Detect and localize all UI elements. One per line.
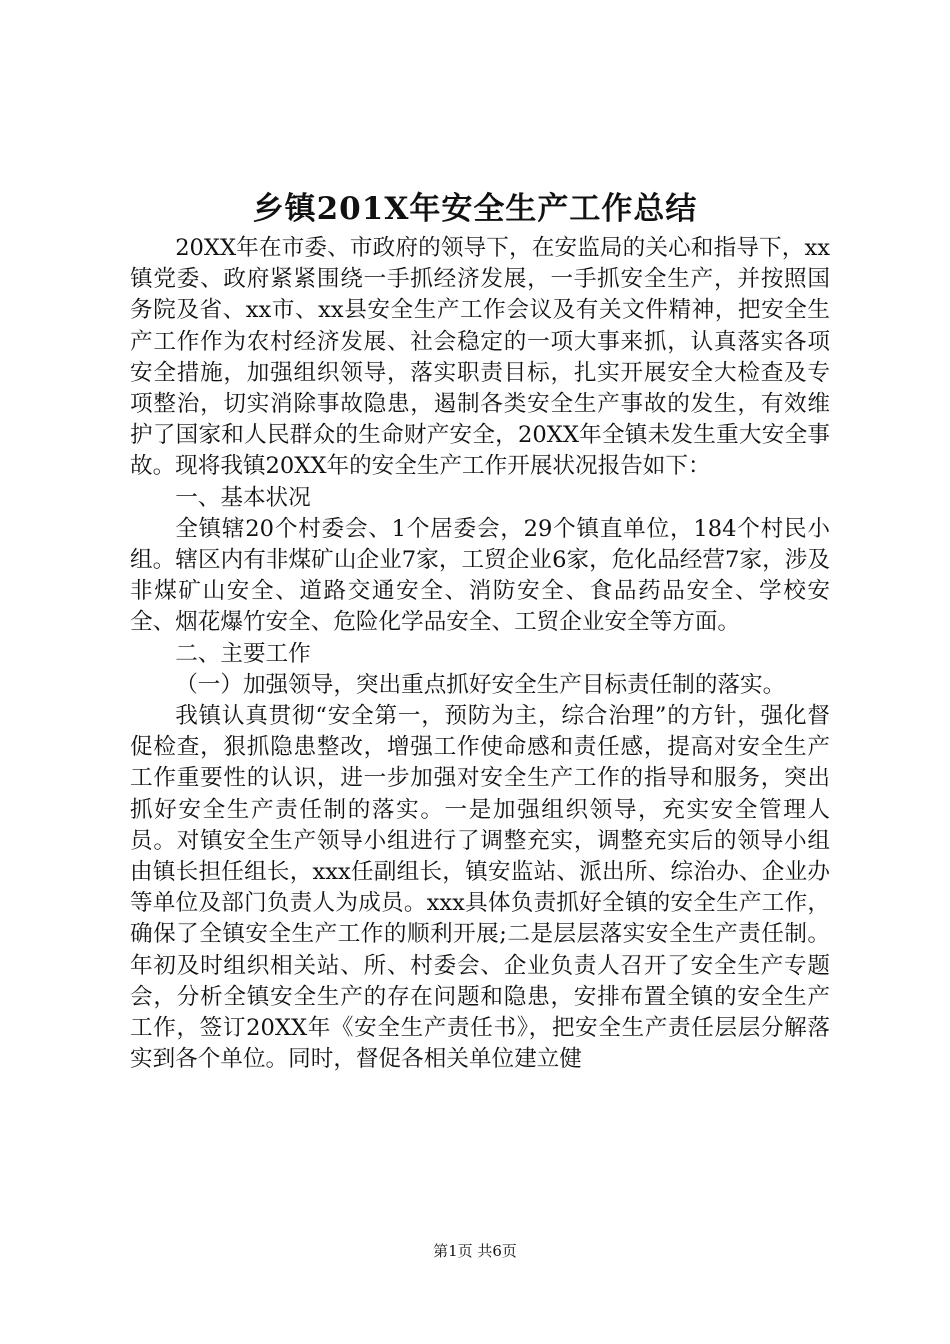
paragraph-leadership: 我镇认真贯彻“安全第一，预防为主，综合治理”的方针，强化督促检查，狠抓隐患整改，增强工作使命感和责任感，提高对安全生产工作重要性的认识，进一步加强对安全生产工作的指导和服务，突出抓好安全生产责任制的落实。一是加强组织领导，充实安全管理人员。对镇安全生产领导小组进行了调整充实，调整充实后的领导小组由镇长担任组长，xxx任副组长，镇安监站、派出所、综治办、企业办等单位及部门负责人为成员。xxx具体负责抓好全镇的安全生产工作，确保了全镇安全生产工作的顺利开展;二是层层落实安全生产责任制。年初及时组织相关站、所、村委会、企业负责人召开了安全生产专题会，分析全镇安全生产的存在问题和隐患，安排布置全镇的安全生产工作，签订20XX年《安全生产责任书》，把安全生产责任层层分解落实到各个单位。同时，督促各相关单位建立健 xyxy=(130,703,830,1073)
paragraph-intro: 20XX年在市委、市政府的领导下，在安监局的关心和指导下，xx镇党委、政府紧紧围绕一手抓经济发展，一手抓安全生产，并按照国务院及省、xx市、xx县安全生产工作会议及有关文件精神，把安全生产工作作为农村经济发展、社会稳定的一项大事来抓，认真落实各项安全措施，加强组织领导，落实职责目标，扎实开展安全大检查及专项整治，切实消除事故隐患，遏制各类安全生产事故的发生，有效维护了国家和人民群众的生命财产安全，20XX年全镇未发生重大安全事故。现将我镇20XX年的安全生产工作开展状况报告如下： xyxy=(130,235,830,480)
section-heading-main-work: 二、主要工作 xyxy=(175,640,311,667)
page-number: 第1页 共6页 xyxy=(433,1242,517,1260)
subsection-heading-leadership: （一）加强领导，突出重点抓好安全生产目标责任制的落实。 xyxy=(175,671,786,698)
section-heading-basic: 一、基本状况 xyxy=(175,484,311,511)
paragraph-basic-status: 全镇辖20个村委会、1个居委会，29个镇直单位，184个村民小组。辖区内有非煤矿山企业7家，工贸企业6家，危化品经营7家，涉及非煤矿山安全、道路交通安全、消防安全、食品药品安全、学校安全、烟花爆竹安全、危险化学品安全、工贸企业安全等方面。 xyxy=(130,515,830,636)
document-title: 乡镇201X年安全生产工作总结 xyxy=(252,191,698,227)
document-body xyxy=(130,233,830,1075)
